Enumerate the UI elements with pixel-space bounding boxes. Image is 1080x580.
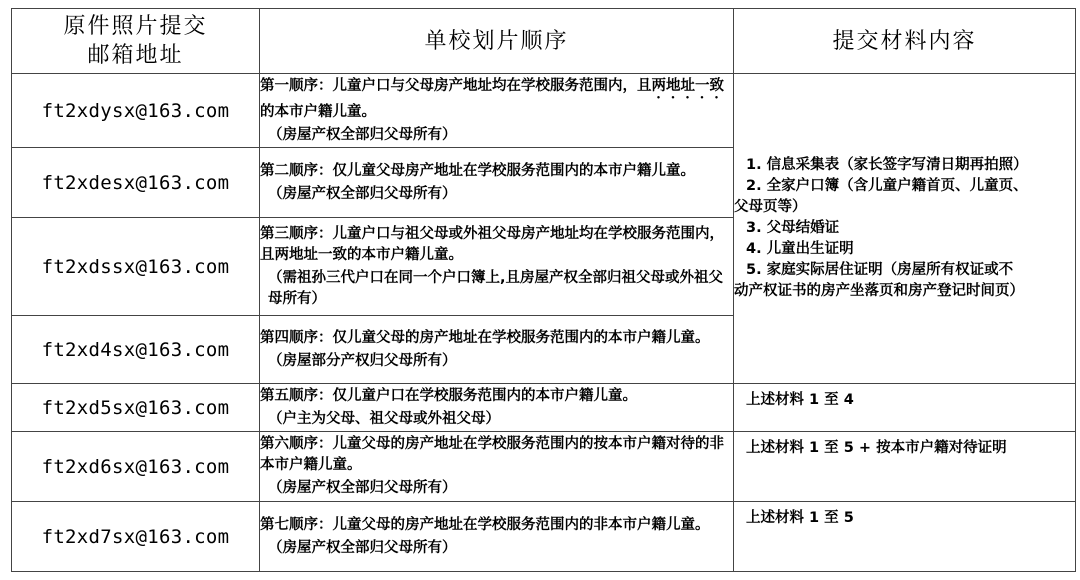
materials-item-5-cont: 动产权证书的房产坐落页和房产登记时间页） bbox=[734, 283, 1024, 299]
order-cell bbox=[260, 432, 734, 502]
materials-item-2-cont: 父母页等） bbox=[734, 199, 807, 215]
order-main: 第四顺序：仅儿童父母的房产地址在学校服务范围内的本市户籍儿童。 bbox=[260, 329, 710, 346]
header-row bbox=[12, 9, 1076, 74]
table-row bbox=[12, 384, 1076, 432]
enrollment-table bbox=[11, 8, 1076, 572]
materials-cell bbox=[734, 384, 1076, 432]
order-note: （房屋产权全部归父母所有） bbox=[268, 185, 457, 202]
materials-item-1: 1. 信息采集表（家长签字写清日期再拍照） bbox=[746, 157, 1028, 173]
table-row bbox=[12, 432, 1076, 502]
order-note: （房屋产权全部归父母所有） bbox=[268, 126, 457, 143]
header-order: 单校划片顺序 bbox=[260, 9, 734, 74]
materials-text: 上述材料 1 至 5 + 按本市户籍对待证明 bbox=[746, 440, 1007, 456]
materials-item-5: 5. 家庭实际居住证明（房屋所有权证或不 bbox=[746, 262, 1014, 278]
order-cell bbox=[260, 384, 734, 432]
order-note: （户主为父母、祖父母或外祖父母） bbox=[268, 410, 500, 427]
email-cell: ft2xd7sx@163.com bbox=[12, 502, 260, 572]
header-email-line1: 原件照片提交 bbox=[63, 14, 208, 39]
header-materials: 提交材料内容 bbox=[734, 9, 1076, 74]
order-cell bbox=[260, 218, 734, 316]
email-cell: ft2xd5sx@163.com bbox=[12, 384, 260, 432]
order-cell bbox=[260, 74, 734, 148]
order-cell bbox=[260, 316, 734, 384]
table-row bbox=[12, 74, 1076, 148]
materials-item-4: 4. 儿童出生证明 bbox=[746, 241, 854, 257]
order-note: （房屋部分产权归父母所有） bbox=[268, 352, 457, 369]
materials-list-cell bbox=[734, 74, 1076, 384]
materials-item-2: 2. 全家户口簿（含儿童户籍首页、儿童页、 bbox=[746, 178, 1028, 194]
order-main-text: 第一顺序：儿童户口与父母房产地址均在学校服务范围内，且 bbox=[260, 77, 652, 94]
header-email bbox=[12, 9, 260, 74]
email-cell: ft2xdysx@163.com bbox=[12, 74, 260, 148]
order-note: （需祖孙三代户口在同一个户口簿上,且房屋产权全部归祖父母或外祖父母所有） bbox=[268, 269, 724, 307]
email-cell: ft2xd6sx@163.com bbox=[12, 432, 260, 502]
order-main: 第五顺序：仅儿童户口在学校服务范围内的本市户籍儿童。 bbox=[260, 387, 637, 404]
order-cell bbox=[260, 502, 734, 572]
order-note: （房屋产权全部归父母所有） bbox=[268, 480, 457, 496]
email-cell: ft2xdssx@163.com bbox=[12, 218, 260, 316]
header-email-line2: 邮箱地址 bbox=[87, 43, 184, 68]
email-cell: ft2xd4sx@163.com bbox=[12, 316, 260, 384]
materials-cell bbox=[734, 502, 1076, 572]
order-cell bbox=[260, 148, 734, 218]
order-main: 第二顺序：仅儿童父母房产地址在学校服务范围内的本市户籍儿童。 bbox=[260, 162, 695, 179]
table-row bbox=[12, 502, 1076, 572]
order-main: 第七顺序：儿童父母的房产地址在学校服务范围内的非本市户籍儿童。 bbox=[260, 516, 710, 533]
order-note: （房屋产权全部归父母所有） bbox=[268, 539, 457, 556]
order-main-emphasis: 两地址一致 bbox=[651, 77, 724, 94]
order-main: 第三顺序：儿童户口与祖父母或外祖父母房产地址均在学校服务范围内，且两地址一致的本市户籍儿童。 bbox=[260, 225, 724, 263]
order-main-text-end: 的本市户籍儿童。 bbox=[260, 103, 376, 120]
order-main: 第六顺序：儿童父母的房产地址在学校服务范围内的按本市户籍对待的非本市户籍儿童。 bbox=[260, 436, 724, 473]
email-cell: ft2xdesx@163.com bbox=[12, 148, 260, 218]
materials-text: 上述材料 1 至 4 bbox=[746, 392, 854, 408]
materials-cell bbox=[734, 432, 1076, 502]
materials-text: 上述材料 1 至 5 bbox=[746, 510, 854, 526]
order-main bbox=[260, 76, 733, 123]
materials-item-3: 3. 父母结婚证 bbox=[746, 220, 840, 236]
